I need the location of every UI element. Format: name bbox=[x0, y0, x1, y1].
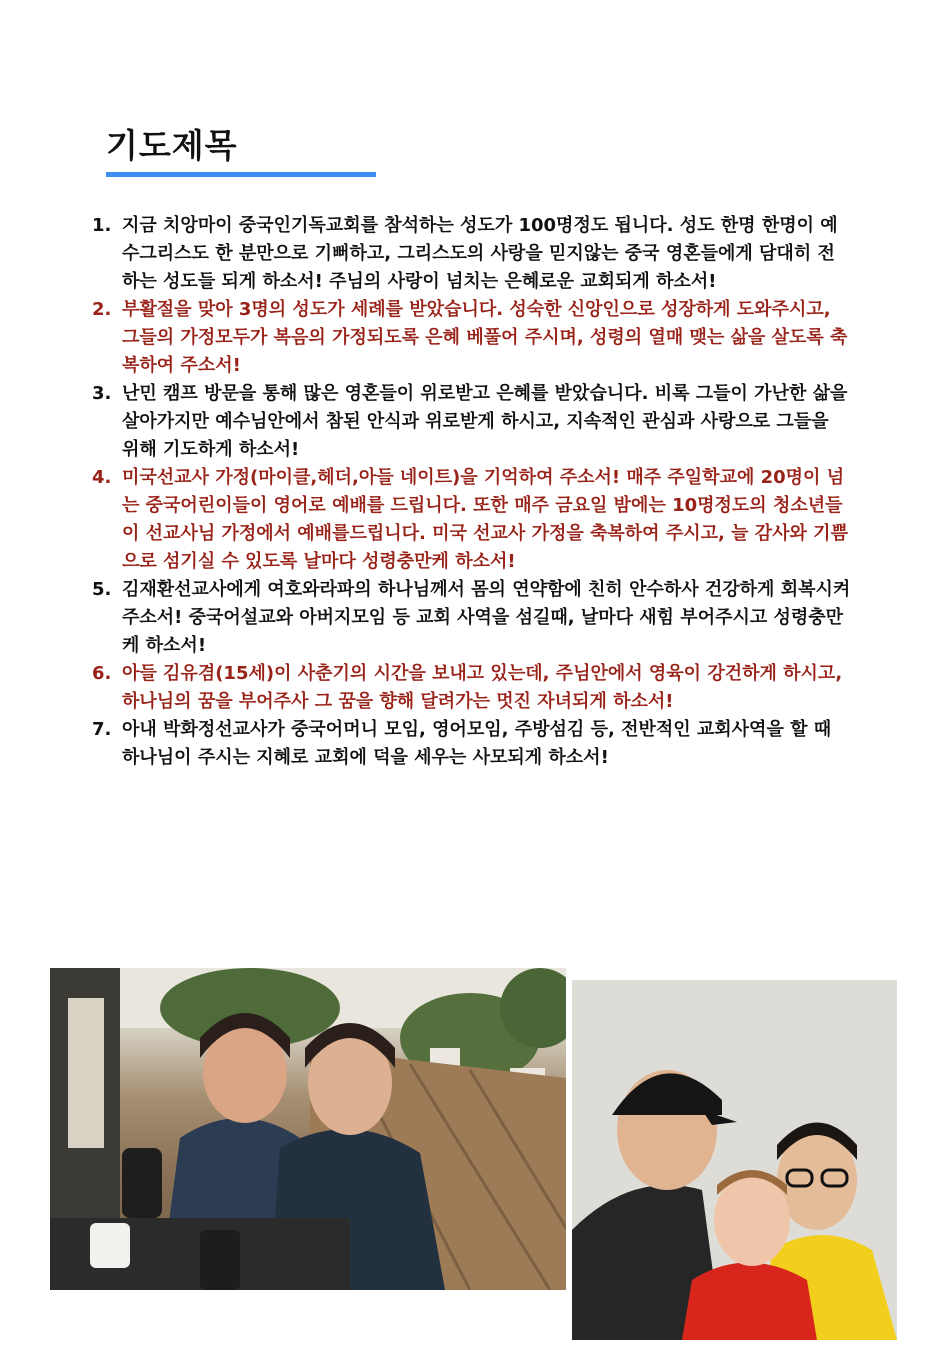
prayer-item-5 bbox=[92, 576, 852, 660]
prayer-list bbox=[92, 212, 852, 772]
prayer-item-6 bbox=[92, 660, 852, 716]
prayer-text: 지금 치앙마이 중국인기독교회를 참석하는 성도가 100명정도 됩니다. 성도 한명 한명이 예수그리스도 한 분만으로 기뻐하고, 그리스도의 사랑을 믿지않는 중국 영혼들에게 담대히 전하는 성도들 되게 하소서! 주님의 사랑이 넘치는 은혜로운 교회되게 하소서! bbox=[122, 215, 838, 292]
prayer-text: 아들 김유겸(15세)이 사춘기의 시간을 보내고 있는데, 주님안에서 영육이 강건하게 하시고, 하나님의 꿈을 부어주사 그 꿈을 향해 달려가는 멋진 자녀되게 하소서! bbox=[122, 663, 843, 712]
prayer-number: 2. bbox=[92, 299, 112, 320]
photo-father-and-sons bbox=[572, 980, 897, 1340]
prayer-item-7 bbox=[92, 716, 852, 772]
prayer-text: 부활절을 맞아 3명의 성도가 세례를 받았습니다. 성숙한 신앙인으로 성장하게 도와주시고, 그들의 가정모두가 복음의 가정되도록 은혜 베풀어 주시며, 성령의 열매 맺는 삶을 살도록 축복하여 주소서! bbox=[122, 299, 848, 376]
prayer-item-3 bbox=[92, 380, 852, 464]
photo-two-women-illustration bbox=[50, 968, 566, 1290]
title-underline bbox=[106, 172, 376, 177]
prayer-text: 난민 캠프 방문을 통해 많은 영혼들이 위로받고 은혜를 받았습니다. 비록 그들이 가난한 삶을 살아가지만 예수님안에서 참된 안식과 위로받게 하시고, 지속적인 관심과 사랑으로 그들을 위해 기도하게 하소서! bbox=[122, 383, 848, 460]
prayer-item-2 bbox=[92, 296, 852, 380]
prayer-number: 7. bbox=[92, 719, 112, 740]
photo-two-women-cafe bbox=[50, 968, 566, 1290]
prayer-number: 3. bbox=[92, 383, 112, 404]
prayer-text: 미국선교사 가정(마이클,헤더,아들 네이트)을 기억하여 주소서! 매주 주일학교에 20명이 넘는 중국어린이들이 영어로 예배를 드립니다. 또한 매주 금요일 밤에는 10명정도의 청소년들이 선교사님 가정에서 예배를드립니다. 미국 선교사 가정을 축복하여 주시고, 늘 감사와 기쁨으로 섬기실 수 있도록 날마다 성령충만케 하소서! bbox=[122, 467, 848, 572]
photo-father-sons-illustration bbox=[572, 980, 897, 1340]
prayer-item-1 bbox=[92, 212, 852, 296]
prayer-number: 1. bbox=[92, 215, 112, 236]
page-title: 기도제목 bbox=[106, 126, 238, 165]
prayer-number: 4. bbox=[92, 467, 112, 488]
prayer-number: 5. bbox=[92, 579, 112, 600]
prayer-text: 김재환선교사에게 여호와라파의 하나님께서 몸의 연약함에 친히 안수하사 건강하게 회복시켜 주소서! 중국어설교와 아버지모임 등 교회 사역을 섬길때, 날마다 새힘 부어주시고 성령충만케 하소서! bbox=[122, 579, 851, 656]
prayer-number: 6. bbox=[92, 663, 112, 684]
prayer-text: 아내 박화정선교사가 중국어머니 모임, 영어모임, 주방섬김 등, 전반적인 교회사역을 할 때 하나님이 주시는 지혜로 교회에 덕을 세우는 사모되게 하소서! bbox=[122, 719, 832, 768]
prayer-item-4 bbox=[92, 464, 852, 576]
